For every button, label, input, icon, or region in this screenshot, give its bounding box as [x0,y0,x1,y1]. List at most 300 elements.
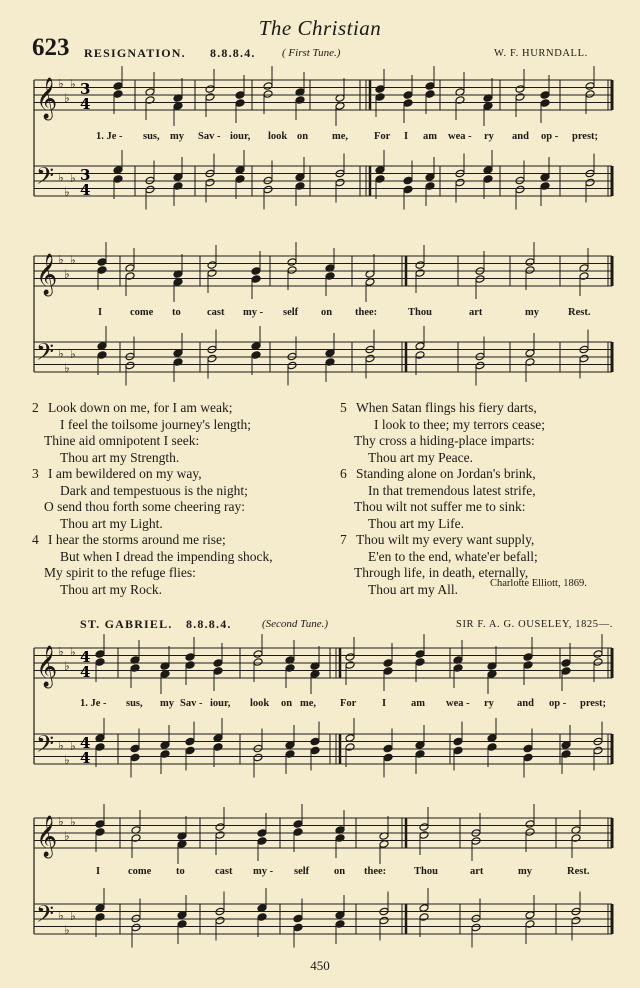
syllable: art [469,307,483,318]
note-head [453,664,463,673]
note-head [523,744,533,753]
note-head [310,737,320,746]
note-head [375,175,385,184]
note-head [95,650,105,659]
note-head [523,661,533,670]
stanza-line: Dark and tempestuous is the night; [60,482,248,498]
note-head [287,361,297,370]
syllable: come [130,307,154,318]
flat-icon: ♭ [64,185,70,199]
time-signature-top: 3 [80,80,91,98]
stanza-line: Through life, in death, eternally, [354,565,529,580]
note-head [293,914,303,923]
syllable: on [297,131,309,142]
note-head [177,911,187,920]
note-head [561,659,571,668]
note-head [523,653,533,662]
note-head [487,743,497,752]
tune2-lyrics-line2 [0,866,640,880]
note-head [455,178,465,187]
note-head [253,650,263,659]
note-head [131,914,141,923]
syllable: my [518,866,532,877]
note-head [345,653,355,662]
note-head [263,90,273,99]
stanza-line: Look down on me, for I am weak; [48,400,233,415]
note-head [475,361,485,370]
syllable: my - [253,866,274,877]
note-head [415,658,425,667]
stanza-line: I look to thee; my terrors cease; [374,416,545,432]
syllable: Rest. [568,307,591,318]
stanza-number: 7 [340,532,347,547]
note-head [471,914,481,923]
note-head [213,667,223,676]
syllable: I [404,131,409,142]
note-head [257,913,267,922]
stanza-line: Thine aid omnipotent I seek: [44,433,200,448]
note-head [335,911,345,920]
note-head [207,261,217,270]
note-head [335,102,345,111]
syllable: op - [541,131,559,142]
note-head [130,744,140,753]
syllable: For [340,698,357,709]
note-head [173,358,183,367]
tune2-note: (Second Tune.) [262,618,328,630]
syllable: 1. Je - [80,698,107,709]
time-signature-bottom: 4 [80,749,91,767]
note-head [293,820,303,829]
note-head [403,185,413,194]
flat-icon: ♭ [64,361,70,375]
note-head [525,349,535,358]
stanza-4 [32,532,332,598]
flat-icon: ♭ [58,644,64,659]
flat-icon: ♭ [58,346,64,361]
note-head [379,916,389,925]
stanza-line: E'en to the end, whate'er befall; [368,548,538,564]
note-head [365,354,375,363]
stanza-line: I hear the storms around me rise; [48,532,226,547]
note-head [475,352,485,361]
note-head [540,91,550,100]
stanza-number: 4 [32,532,39,547]
stanza-line: When Satan flings his fiery darts, [356,400,537,415]
note-head [160,741,170,750]
syllable: me, [300,698,317,709]
note-head [425,90,435,99]
note-head [97,266,107,275]
bass-clef-icon: 𝄢 [36,900,55,933]
note-head [113,175,123,184]
note-head [525,828,535,837]
flat-icon: ♭ [64,91,70,105]
syllable: Thou [408,307,432,318]
syllable: am [423,131,437,142]
note-head [177,920,187,929]
note-head [593,746,603,755]
note-head [173,173,183,182]
syllable: me, [332,131,349,142]
syllable: on [281,698,293,709]
note-head [453,746,463,755]
note-head [173,349,183,358]
note-head [285,741,295,750]
note-head [585,90,595,99]
syllable: ry [484,131,494,142]
note-head [213,743,223,752]
note-head [257,837,267,846]
syllable: thee: [364,866,387,877]
text-author: Charlotte Elliott, 1869. [490,578,587,589]
note-head [561,750,571,759]
syllable: on [334,866,346,877]
note-head [215,916,225,925]
note-head [160,670,170,679]
note-head [177,840,187,849]
syllable: look [250,698,270,709]
syllable: I [98,307,103,318]
note-head [415,650,425,659]
note-head [213,659,223,668]
tune1-note: ( First Tune.) [282,47,341,59]
note-head [130,753,140,762]
note-head [561,667,571,676]
flat-icon: ♭ [64,267,70,281]
stanza-line: Thou art my Rock. [60,581,162,597]
note-head [253,658,263,667]
note-head [295,182,305,191]
syllable: look [268,131,288,142]
bass-clef-icon: 𝄢 [36,338,55,371]
syllable: thee: [355,307,378,318]
note-head [97,351,107,360]
time-signature-top: 4 [80,648,91,666]
note-head [571,834,581,843]
stanza-line: Standing alone on Jordan's brink, [356,466,536,481]
tune2-composer: SIR F. A. G. OUSELEY, 1825—. [456,619,613,630]
stanza-number: 2 [32,400,39,415]
treble-clef-icon: 𝄞 [36,816,58,857]
note-head [263,82,273,91]
note-head [455,96,465,105]
note-head [579,354,589,363]
stanza-line: My spirit to the refuge flies: [44,565,196,580]
note-head [425,82,435,91]
note-head [335,834,345,843]
syllable: wea - [446,698,470,709]
note-head [95,734,105,743]
flat-icon: ♭ [58,170,64,185]
note-head [365,278,375,287]
flat-icon: ♭ [58,252,64,267]
syllable: iour, [230,131,251,142]
stanza-line: Thou art my Peace. [368,449,473,465]
flat-icon: ♭ [64,659,70,673]
note-head [425,182,435,191]
note-head [263,176,273,185]
bass-clef-icon: 𝄢 [36,730,55,763]
note-head [540,173,550,182]
note-head [257,829,267,838]
note-head [487,670,497,679]
note-head [593,658,603,667]
note-head [325,272,335,281]
stanza-line: Thou art my Strength. [60,449,180,465]
note-head [185,746,195,755]
note-head [205,93,215,102]
note-head [383,659,393,668]
note-head [95,828,105,837]
time-signature-top: 3 [80,166,91,184]
flat-icon: ♭ [70,645,76,659]
note-head [130,664,140,673]
note-head [185,737,195,746]
note-head [415,261,425,270]
note-head [205,85,215,94]
note-head [593,650,603,659]
flat-icon: ♭ [70,909,76,923]
note-head [561,741,571,750]
note-head [251,275,261,284]
note-head [415,351,425,360]
note-head [215,823,225,832]
flat-icon: ♭ [70,347,76,361]
tune1-name: RESIGNATION. [84,46,186,60]
note-head [523,753,533,762]
note-head [310,670,320,679]
note-head [453,737,463,746]
syllable: sus, [143,131,160,142]
flat-icon: ♭ [58,814,64,829]
tune2-system2-music [0,812,640,952]
note-head [125,272,135,281]
note-head [419,913,429,922]
note-head [293,828,303,837]
note-head [287,352,297,361]
note-head [293,923,303,932]
note-head [145,96,155,105]
flat-icon: ♭ [64,829,70,843]
flat-icon: ♭ [70,815,76,829]
note-head [571,916,581,925]
note-head [403,176,413,185]
tune2-lyrics-line1 [0,698,640,712]
syllable: For [374,131,391,142]
note-head [403,91,413,100]
section-title: The Christian [258,16,382,40]
stanza-line: Thou art my All. [368,581,458,597]
stanza-line: Thou art my Light. [60,515,163,531]
note-head [95,743,105,752]
note-head [525,820,535,829]
syllable: to [176,866,185,877]
flat-icon: ♭ [70,253,76,267]
note-head [285,750,295,759]
note-head [375,93,385,102]
note-head [113,166,123,175]
note-head [515,176,525,185]
note-head [205,178,215,187]
note-head [207,269,217,278]
note-head [403,99,413,108]
note-head [173,278,183,287]
stanza-number: 3 [32,466,39,481]
note-head [345,734,355,743]
tune2-name: ST. GABRIEL. [80,617,173,631]
note-head [173,102,183,111]
bass-clef-icon: 𝄢 [36,162,55,195]
syllable: Sav - [198,131,221,142]
note-head [160,750,170,759]
flat-icon: ♭ [70,739,76,753]
tune2-system1-music [0,642,640,782]
syllable: iour, [210,698,231,709]
note-head [415,741,425,750]
syllable: self [283,307,299,318]
stanza-line: I am bewildered on my way, [48,466,202,481]
page-number: 450 [310,958,330,973]
syllable: art [470,866,484,877]
syllable: prest; [572,131,599,142]
note-head [253,753,263,762]
note-head [310,746,320,755]
syllable: am [411,698,425,709]
syllable: op - [549,698,567,709]
flat-icon: ♭ [58,738,64,753]
syllable: prest; [580,698,607,709]
tune1-lyrics-line1 [0,131,640,145]
syllable: wea - [448,131,472,142]
note-head [335,920,345,929]
flat-icon: ♭ [70,77,76,91]
syllable: Thou [414,866,438,877]
syllable: my - [243,307,264,318]
treble-clef-icon: 𝄞 [36,646,58,687]
stanza-5 [340,400,620,466]
note-head [383,753,393,762]
time-signature-bottom: 4 [80,95,91,113]
note-head [540,182,550,191]
stanza-line: Thou wilt my every want supply, [356,532,535,547]
syllable: Rest. [567,866,590,877]
note-head [235,166,245,175]
note-head [235,99,245,108]
note-head [483,166,493,175]
note-head [95,913,105,922]
note-head [145,176,155,185]
note-head [419,831,429,840]
syllable: and [512,131,529,142]
note-head [375,166,385,175]
note-head [419,904,429,913]
note-head [263,185,273,194]
note-head [113,90,123,99]
treble-clef-icon: 𝄞 [36,78,58,119]
note-head [215,831,225,840]
note-head [383,744,393,753]
note-head [471,923,481,932]
syllable: my [170,131,184,142]
note-head [235,175,245,184]
note-head [173,182,183,191]
syllable: come [128,866,152,877]
note-head [525,266,535,275]
note-head [515,185,525,194]
syllable: 1. Je - [96,131,123,142]
note-head [251,267,261,276]
note-head [415,750,425,759]
stanza-line: Thou art my Life. [368,515,464,531]
note-head [325,349,335,358]
note-head [483,102,493,111]
syllable: cast [207,307,225,318]
syllable: Sav - [180,698,203,709]
note-head [113,82,123,91]
note-head [213,734,223,743]
tune1-lyrics-line2 [0,307,640,321]
note-head [335,178,345,187]
note-head [287,258,297,267]
syllable: on [321,307,333,318]
stanza-number: 6 [340,466,347,481]
syllable: sus, [126,698,143,709]
time-signature-bottom: 4 [80,181,91,199]
note-head [97,258,107,267]
note-head [287,266,297,275]
note-head [525,911,535,920]
stanza-number: 5 [340,400,347,415]
treble-clef-icon: 𝄞 [36,254,58,295]
note-head [585,178,595,187]
note-head [419,823,429,832]
note-head [285,664,295,673]
note-head [235,91,245,100]
note-head [207,354,217,363]
hymn-number: 623 [32,34,70,61]
note-head [585,82,595,91]
stanza-3 [32,466,332,532]
flat-icon: ♭ [64,753,70,767]
note-head [251,342,261,351]
note-head [515,85,525,94]
note-head [95,904,105,913]
stanza-2 [32,400,332,466]
note-head [525,920,535,929]
syllable: and [517,698,534,709]
note-head [579,272,589,281]
note-head [325,358,335,367]
flat-icon: ♭ [58,908,64,923]
time-signature-top: 4 [80,734,91,752]
note-head [471,837,481,846]
note-head [253,744,263,753]
note-head [483,175,493,184]
note-head [295,173,305,182]
note-head [145,185,155,194]
note-head [475,275,485,284]
flat-icon: ♭ [58,76,64,91]
note-head [525,258,535,267]
note-head [540,99,550,108]
flat-icon: ♭ [64,923,70,937]
tune1-meter: 8.8.8.4. [210,46,256,60]
note-head [131,923,141,932]
syllable: I [96,866,101,877]
note-head [487,734,497,743]
note-head [415,269,425,278]
